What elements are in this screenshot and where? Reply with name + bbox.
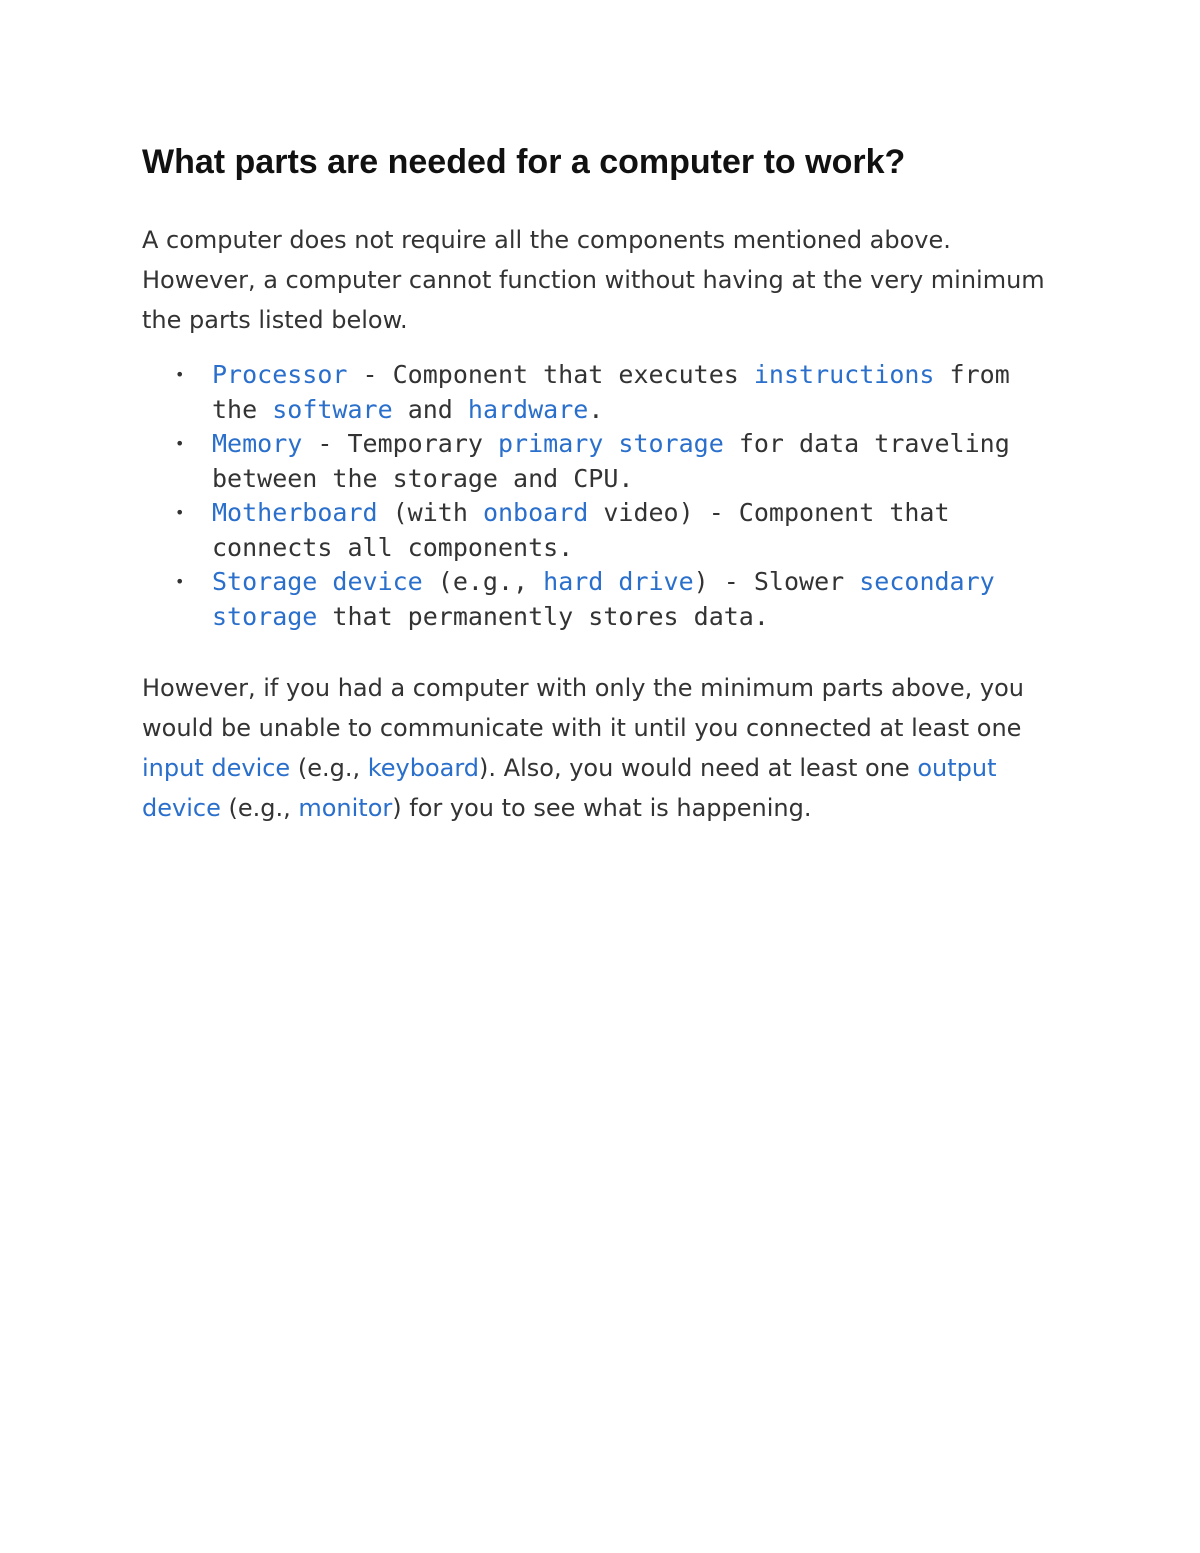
closing-text: ) for you to see what is happening. xyxy=(392,794,812,822)
link-secondary-storage[interactable]: secondary storage xyxy=(212,567,995,631)
list-item-text: - Component that executes xyxy=(347,360,754,389)
page-title: What parts are needed for a computer to work? xyxy=(142,143,906,181)
link-software[interactable]: software xyxy=(272,394,393,424)
link-instructions[interactable]: instructions xyxy=(753,360,935,389)
closing-text: (e.g., xyxy=(290,754,368,782)
list-item-text: (e.g., xyxy=(422,567,544,596)
list-item-text: . xyxy=(588,394,604,424)
list-item-text: from the xyxy=(212,360,1010,424)
minimum-parts-list xyxy=(142,358,1032,634)
closing-text: However, if you had a computer with only the minimum parts above, you would be unable to communicate with it until you connected at least one xyxy=(142,674,1024,742)
intro-paragraph: A computer does not require all the components mentioned above. However, a computer cannot function without having at the very minimum the parts listed below. xyxy=(142,226,1045,334)
link-processor[interactable]: Processor xyxy=(212,360,348,389)
bullet-icon: • xyxy=(175,365,185,384)
list-item-storage-device xyxy=(175,565,1032,634)
list-item-memory xyxy=(175,427,1032,496)
list-item-motherboard xyxy=(175,496,1032,565)
list-item-text: for data traveling between the storage and CPU. xyxy=(212,429,1010,493)
closing-text: ). Also, you would need at least one xyxy=(479,754,918,782)
list-item-processor xyxy=(175,358,1032,427)
link-primary-storage[interactable]: primary storage xyxy=(497,429,724,458)
link-keyboard[interactable]: keyboard xyxy=(367,754,480,782)
list-item-text: video) - Component that connects all components. xyxy=(212,498,950,562)
list-item-text: ) - Slower xyxy=(693,567,860,596)
bullet-icon: • xyxy=(175,503,185,522)
list-item-text: and xyxy=(392,394,468,424)
list-item-text: (with xyxy=(377,498,483,527)
document-page xyxy=(142,138,1072,828)
link-hard-drive[interactable]: hard drive xyxy=(543,567,694,596)
closing-paragraph xyxy=(142,668,1072,828)
link-onboard[interactable]: onboard xyxy=(482,498,589,527)
link-hardware[interactable]: hardware xyxy=(467,394,589,424)
link-input-device[interactable]: input device xyxy=(142,754,291,782)
link-motherboard[interactable]: Motherboard xyxy=(212,498,378,527)
link-monitor[interactable]: monitor xyxy=(298,794,393,822)
link-output-device[interactable]: output device xyxy=(142,754,997,822)
list-item-text: that permanently stores data. xyxy=(317,601,769,631)
bullet-icon: • xyxy=(175,572,185,591)
list-item-text: - Temporary xyxy=(302,429,498,458)
bullet-icon: • xyxy=(175,434,185,453)
link-memory[interactable]: Memory xyxy=(212,429,303,458)
link-storage-device[interactable]: Storage device xyxy=(212,567,423,596)
closing-text: (e.g., xyxy=(220,794,299,822)
